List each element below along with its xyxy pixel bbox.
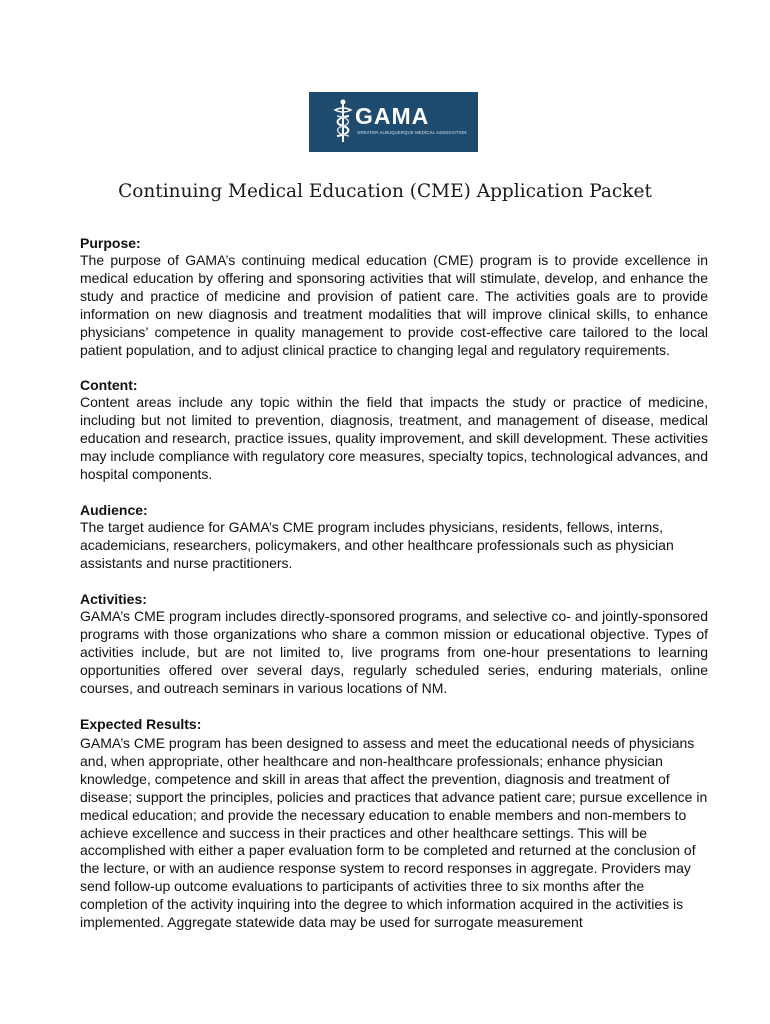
content-section bbox=[80, 376, 708, 484]
content-heading: Content: bbox=[80, 377, 138, 393]
logo-tagline: GREATER ALBUQUERQUE MEDICAL ASSOCIATION bbox=[357, 130, 467, 135]
audience-heading: Audience: bbox=[80, 502, 148, 518]
audience-section bbox=[80, 501, 708, 573]
expected-results-section bbox=[80, 715, 708, 932]
activities-section bbox=[80, 590, 708, 698]
purpose-paragraph: The purpose of GAMA’s continuing medical education (CME) program is to provide excellence in medical education by offering and sponsoring activities that will stimulate, develop, and enhance the study and practice of medicine and provision of patient care. The activities goals are to provide information on new diagnosis and treatment modalities that will improve clinical skills, to enhance physicians’ competence in quality management to provide cost-effective care tailored to the local patient population, and to adjust clinical practice to changing legal and regulatory requirements. bbox=[80, 252, 708, 358]
page-title: Continuing Medical Education (CME) Application Packet bbox=[118, 181, 652, 202]
logo-wordmark: GAMA bbox=[355, 103, 430, 129]
purpose-heading: Purpose: bbox=[80, 235, 141, 251]
activities-paragraph: GAMA’s CME program includes directly-sponsored programs, and selective co- and jointly-sponsored programs with those organizations who share a common mission or educational objective. Types of activities include, but are not limited to, live programs from one-hour presentations to learning opportunities offered over several days, regularly scheduled series, enduring materials, online courses, and outreach seminars in various locations of NM. bbox=[80, 608, 708, 696]
expected-results-heading: Expected Results: bbox=[80, 716, 202, 732]
caduceus-icon bbox=[331, 98, 355, 144]
expected-results-paragraph: GAMA’s CME program has been designed to assess and meet the educational needs of physicians and, when appropriate, other healthcare and non-healthcare professionals; enhance physician knowledge, competence and skill in areas that affect the prevention, diagnosis and treatment of disease; support the principles, policies and practices that advance patient care; pursue excellence in medical education; and provide the necessary education to enable members and non-members to achieve excellence and success in their practices and other healthcare settings. This will be accomplished with either a paper evaluation form to be completed and returned at the conclusion of the lecture, or with an audience response system to record responses in aggregate. Providers may send follow-up outcome evaluations to participants of activities three to six months after the completion of the activity inquiring into the degree to which information acquired in the activities is implemented. Aggregate statewide data may be used for surrogate measurement bbox=[80, 735, 708, 931]
purpose-section bbox=[80, 234, 708, 359]
gama-logo bbox=[309, 92, 478, 152]
audience-paragraph: The target audience for GAMA’s CME program includes physicians, residents, fellows, interns, academicians, researchers, policymakers, and other healthcare professionals such as physician assistants and nurse practitioners. bbox=[80, 519, 674, 571]
content-paragraph: Content areas include any topic within the field that impacts the study or practice of medicine, including but not limited to prevention, diagnosis, treatment, and management of disease, medical education and research, practice issues, quality improvement, and skill development. These activities may include compliance with regulatory core measures, specialty topics, technological advances, and hospital components. bbox=[80, 394, 708, 482]
activities-heading: Activities: bbox=[80, 591, 147, 607]
